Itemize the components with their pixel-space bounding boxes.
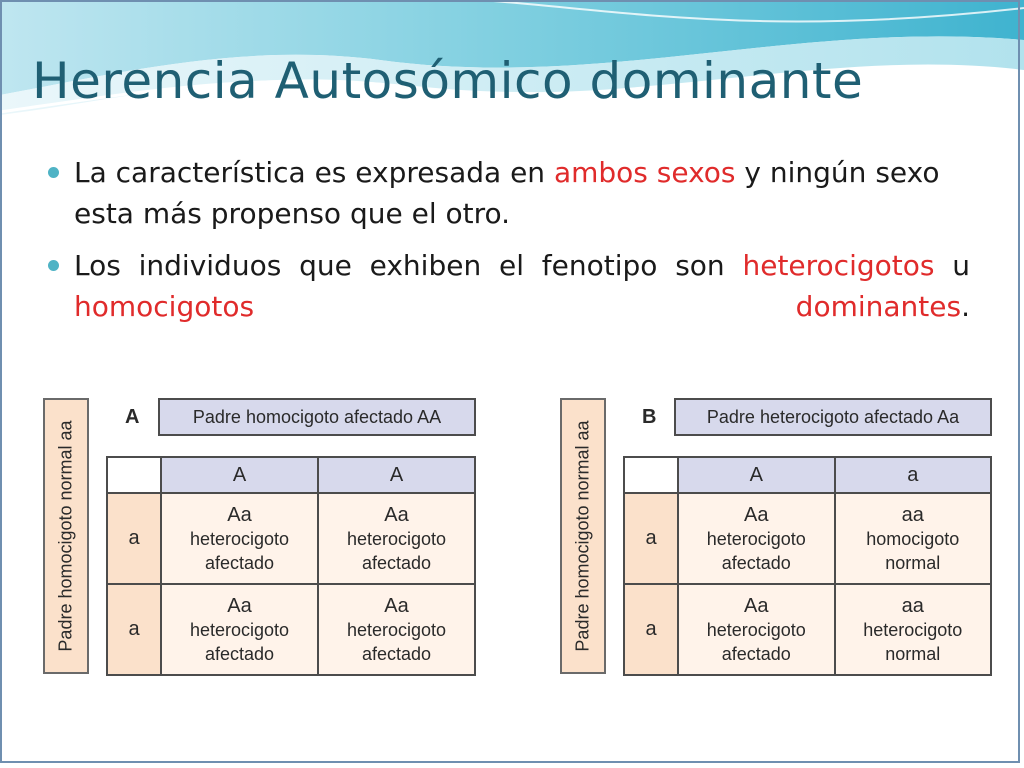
offspring-cell [318,493,475,584]
figure-letter: B [642,406,657,428]
bullet-list [40,152,970,338]
offspring-cell [835,493,992,584]
genotype: Aa [384,503,409,526]
bullet-dot-icon [48,260,59,271]
side-parent-label [560,398,606,674]
row-allele: a [107,493,161,584]
offspring-cell [161,584,318,675]
parent-header: Padre heterocigoto afectado Aa [674,398,992,436]
offspring-cell [678,493,835,584]
column-allele: A [678,457,835,493]
genotype: aa [901,503,924,526]
column-allele: A [161,457,318,493]
side-parent-text: Padre homocigoto normal aa [55,420,76,652]
offspring-cell [835,584,992,675]
corner-cell [107,457,161,493]
phenotype: afectado [204,552,275,573]
zygosity: heterocigoto [346,528,447,549]
zygosity: homocigoto [866,528,960,549]
highlight-text: homocigotos dominantes [74,290,962,323]
bullet-text-part: y ningún sexo esta más propenso que el otro. [74,156,940,230]
phenotype: afectado [721,552,791,573]
offspring-cell [678,584,835,675]
bullet-item [40,152,970,234]
highlight-text: ambos sexos [553,156,736,189]
bullet-text-part: La característica es expresada en [74,156,554,189]
genotype: Aa [744,503,769,526]
row-allele: a [107,584,161,675]
phenotype: normal [885,643,941,664]
genotype: Aa [744,594,769,617]
slide-title: Herencia Autosómico dominante [32,52,864,110]
column-allele: A [318,457,475,493]
side-parent-label [43,398,89,674]
offspring-cell [161,493,318,584]
row-allele: a [624,584,678,675]
parent-header: Padre homocigoto afectado AA [158,398,476,436]
zygosity: heterocigoto [706,528,806,549]
highlight-text: heterocigotos [742,249,935,282]
phenotype: afectado [361,643,432,664]
row-allele: a [624,493,678,584]
corner-cell [624,457,678,493]
phenotype: afectado [204,643,275,664]
bullet-text-part: u [934,249,970,282]
side-parent-text: Padre homocigoto normal aa [572,420,593,652]
column-allele: a [835,457,992,493]
zygosity: heterocigoto [189,619,290,640]
punnett-square [106,456,476,676]
zygosity: heterocigoto [863,619,963,640]
genotype: Aa [384,594,409,617]
zygosity: heterocigoto [346,619,447,640]
offspring-cell [318,584,475,675]
bullet-text-part: . [961,290,970,323]
zygosity: heterocigoto [189,528,290,549]
phenotype: afectado [721,643,791,664]
zygosity: heterocigoto [706,619,806,640]
bullet-item [40,245,970,327]
genotype: Aa [227,503,252,526]
bullet-dot-icon [48,167,59,178]
punnett-square [623,456,992,676]
bullet-text-part: Los individuos que exhiben el fenotipo son [74,249,743,282]
bullet-text [74,156,940,230]
genotype: Aa [227,594,252,617]
phenotype: afectado [361,552,432,573]
phenotype: normal [885,552,941,573]
bullet-text [74,245,970,327]
figure-letter: A [125,406,140,428]
genotype: aa [901,594,924,617]
